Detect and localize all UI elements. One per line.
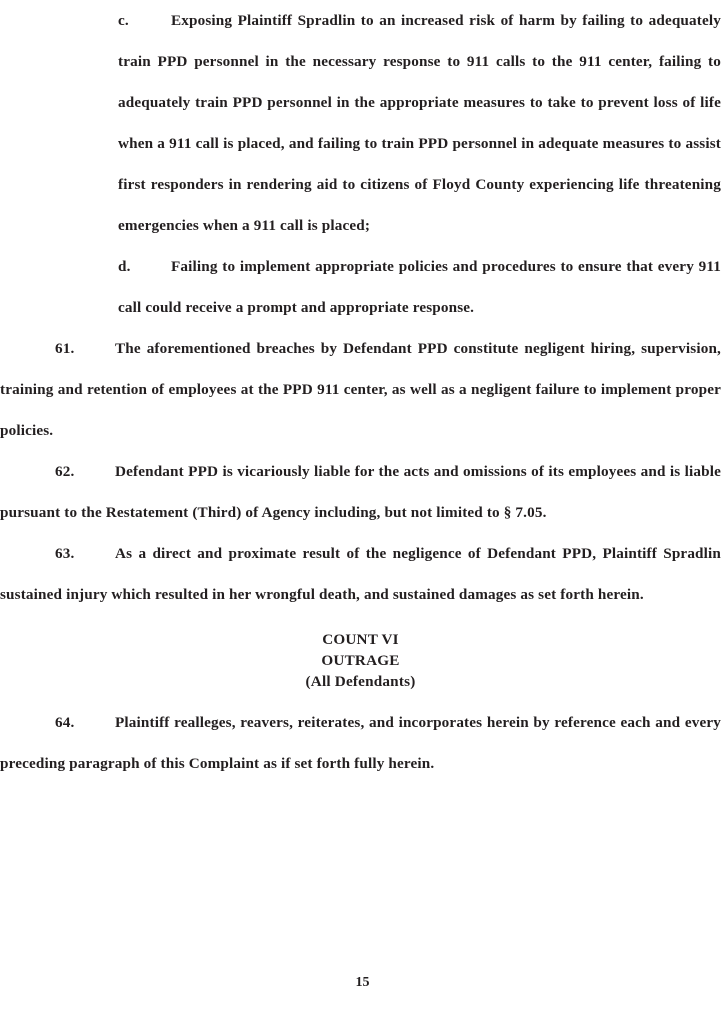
list-item-c: [118, 0, 721, 246]
paragraph-62-text: Defendant PPD is vicariously liable for the acts and omissions of its employees and is liable pursuant to the Restatement (Third) of Agency including, but not limited to § 7.05.: [0, 463, 721, 521]
paragraph-61-text: The aforementioned breaches by Defendant PPD constitute negligent hiring, supervision, training and retention of employees at the PPD 911 center, as well as a negligent failure to implement proper policies.: [0, 340, 721, 439]
paragraph-64-number: 64.: [55, 714, 75, 731]
paragraph-64: [0, 702, 721, 784]
list-marker-c: c.: [118, 12, 129, 29]
count-heading-parties: (All Defendants): [305, 673, 416, 690]
paragraph-63-number: 63.: [55, 545, 75, 562]
list-item-c-text: Exposing Plaintiff Spradlin to an increased risk of harm by failing to adequately train PPD personnel in the necessary response to 911 calls to the 911 center, failing to adequately train PPD personnel in the appropriate measures to take to prevent loss of life when a 911 call is placed, and failing to train PPD personnel in adequate measures to assist first responders in rendering aid to citizens of Floyd County experiencing life threatening emergencies when a 911 call is placed;: [118, 12, 721, 234]
count-heading: [0, 629, 721, 692]
paragraph-64-text: Plaintiff realleges, reavers, reiterates, and incorporates herein by reference each and every preceding paragraph of this Complaint as if set forth fully herein.: [0, 714, 721, 772]
paragraph-61-number: 61.: [55, 340, 75, 357]
paragraph-62: [0, 451, 721, 533]
paragraph-63-text: As a direct and proximate result of the negligence of Defendant PPD, Plaintiff Spradlin sustained injury which resulted in her wrongful death, and sustained damages as set forth herein.: [0, 545, 721, 603]
paragraph-63: [0, 533, 721, 615]
count-heading-count: COUNT VI: [322, 631, 399, 648]
list-item-d-text: Failing to implement appropriate policies and procedures to ensure that every 911 call could receive a prompt and appropriate response.: [118, 258, 721, 316]
paragraph-62-number: 62.: [55, 463, 75, 480]
page-number: 15: [355, 975, 370, 990]
list-item-d: [118, 246, 721, 328]
count-heading-title: OUTRAGE: [321, 652, 400, 669]
list-marker-d: d.: [118, 258, 131, 275]
paragraph-61: [0, 328, 721, 451]
